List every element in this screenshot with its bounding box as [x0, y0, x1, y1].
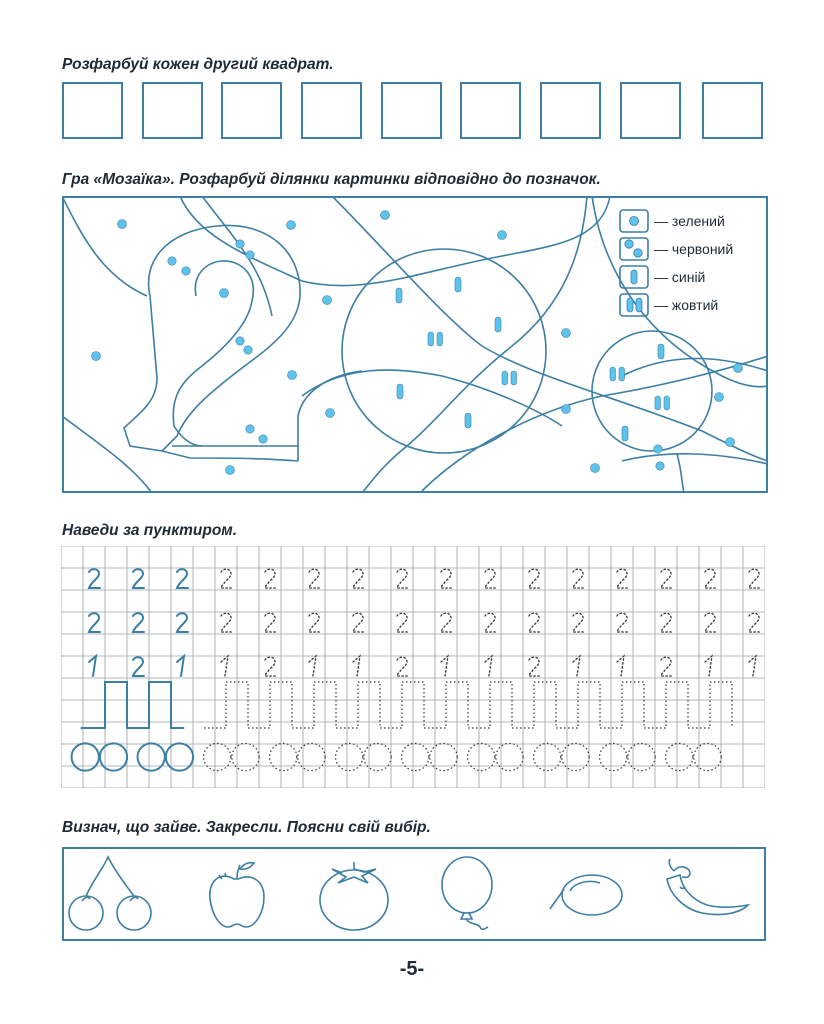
square-4[interactable]: [301, 82, 362, 139]
mosaic-dot: [288, 371, 297, 380]
trace-digit: [353, 569, 364, 588]
trace-circle: [430, 743, 457, 770]
mosaic-bar-pair: [511, 371, 517, 385]
mosaic-bar: [622, 426, 628, 441]
mosaic-circle-small: [592, 331, 712, 451]
mosaic-pair-dot: [656, 462, 664, 470]
trace-digit: [485, 656, 492, 676]
sample-digit: [177, 656, 184, 676]
trace-circle: [562, 743, 589, 770]
mosaic-dot: [287, 221, 296, 230]
trace-digit: [441, 569, 452, 588]
mosaic-bar-pair: [502, 371, 508, 385]
sample-circle: [138, 743, 165, 770]
mosaic-pair-dot: [259, 435, 267, 443]
page-number: -5-: [399, 958, 425, 980]
odd-one-out-box: [62, 847, 766, 941]
mosaic-dot: [220, 289, 229, 298]
mosaic-pair-dot: [246, 425, 254, 433]
trace-digit: [221, 656, 228, 676]
trace-digit: [353, 656, 360, 676]
trace-digit: [309, 656, 316, 676]
square-8[interactable]: [620, 82, 681, 139]
sample-digit: [89, 569, 100, 588]
trace-circle: [402, 743, 429, 770]
mosaic-dot: [591, 464, 600, 473]
trace-digit: [441, 613, 452, 632]
trace-digit: [397, 613, 408, 632]
legend-box-4: [620, 294, 648, 316]
mosaic-bar-pair: [619, 367, 625, 381]
trace-digit: [573, 613, 584, 632]
sample-digit: [89, 613, 100, 632]
mosaic-instruction: Гра «Мозаїка». Розфарбуй ділянки картинки відповідно до позначок.: [62, 171, 601, 188]
square-2[interactable]: [142, 82, 203, 139]
trace-digit: [617, 569, 628, 588]
trace-digit: [397, 657, 408, 676]
legend-label-2: — червоний: [654, 241, 734, 257]
trace-circle: [534, 743, 561, 770]
trace-digit: [661, 569, 672, 588]
trace-circle: [496, 743, 523, 770]
sample-digit: [177, 613, 188, 632]
square-9[interactable]: [702, 82, 763, 139]
trace-digit: [265, 613, 276, 632]
legend-label-3: — синій: [654, 269, 706, 285]
legend-label-1: — зелений: [654, 213, 725, 229]
two-bars-icon: [636, 298, 642, 312]
cherries-icon[interactable]: [69, 857, 151, 930]
sample-digit: [133, 569, 144, 588]
one-bar-icon: [631, 270, 637, 284]
balloon-icon[interactable]: [442, 857, 492, 929]
odd-frame: [63, 848, 765, 940]
mosaic-region-line: [332, 196, 768, 461]
mosaic-bar: [658, 344, 664, 359]
apple-icon[interactable]: [210, 863, 264, 927]
trace-digit: [749, 613, 760, 632]
sample-digit: [89, 656, 96, 676]
trace-digit: [705, 656, 712, 676]
two-bars-icon: [627, 298, 633, 312]
mosaic-bar: [455, 277, 461, 292]
mosaic-dot: [498, 231, 507, 240]
mosaic-bar: [396, 288, 402, 303]
trace-digit: [617, 613, 628, 632]
mosaic-region-line: [677, 454, 684, 493]
trace-wave: [204, 682, 732, 728]
mosaic-dot: [226, 466, 235, 475]
trace-digit: [265, 657, 276, 676]
mosaic-numeral-inner: [173, 261, 253, 446]
pepper-icon[interactable]: [667, 859, 748, 915]
mosaic-dot: [562, 405, 571, 414]
trace-circle: [628, 743, 655, 770]
trace-digit: [661, 657, 672, 676]
mosaic-dot: [726, 438, 735, 447]
legend-label-4: — жовтий: [654, 297, 719, 313]
trace-digit: [573, 569, 584, 588]
mosaic-pair-dot: [654, 445, 662, 453]
sample-digit: [133, 613, 144, 632]
mosaic-bar: [397, 384, 403, 399]
trace-circle: [364, 743, 391, 770]
mosaic-dot: [323, 296, 332, 305]
trace-circle: [468, 743, 495, 770]
trace-circle: [336, 743, 363, 770]
squares-instruction: Розфарбуй кожен другий квадрат.: [62, 56, 334, 73]
mosaic-region-line: [302, 370, 562, 426]
trace-digit: [529, 569, 540, 588]
sample-circle: [100, 743, 127, 770]
trace-digit: [221, 569, 232, 588]
trace-circle: [232, 743, 259, 770]
sample-digit: [177, 569, 188, 588]
sample-circle: [72, 743, 99, 770]
mosaic-region-line: [622, 454, 768, 464]
square-1[interactable]: [62, 82, 123, 139]
trace-circle: [298, 743, 325, 770]
mosaic-dot: [118, 220, 127, 229]
trace-digit: [353, 613, 364, 632]
legend-box-2: [620, 238, 648, 260]
trace-digit: [529, 613, 540, 632]
one-dot-icon: [630, 217, 639, 226]
mosaic-bar: [465, 413, 471, 428]
mosaic-region-line: [62, 416, 152, 493]
trace-digit: [265, 569, 276, 588]
mosaic-pair-dot: [236, 337, 244, 345]
trace-digit: [705, 613, 716, 632]
two-dots-icon: [634, 249, 642, 257]
mosaic-region-line: [62, 196, 147, 296]
mosaic-pair-dot: [246, 251, 254, 259]
trace-circle: [204, 743, 231, 770]
trace-circle: [270, 743, 297, 770]
mosaic-dot: [92, 352, 101, 361]
mosaic-bar-pair: [428, 332, 434, 346]
square-3[interactable]: [221, 82, 282, 139]
sample-digit: [133, 657, 144, 676]
trace-digit: [749, 656, 756, 676]
trace-digit: [529, 657, 540, 676]
squares-row: [62, 82, 766, 142]
tracing-instruction: Наведи за пунктиром.: [62, 522, 238, 539]
trace-digit: [573, 656, 580, 676]
tomato-icon[interactable]: [320, 862, 388, 930]
mosaic-circle-large: [342, 249, 546, 453]
mosaic-dot: [562, 329, 571, 338]
tracing-grid[interactable]: [61, 546, 765, 788]
two-dots-icon: [625, 240, 633, 248]
mosaic-bar-pair: [664, 396, 670, 410]
odd-instruction: Визнач, що зайве. Закресли. Поясни свій вибір.: [62, 819, 431, 836]
trace-digit: [485, 569, 496, 588]
mosaic-dot: [381, 211, 390, 220]
mosaic-pair-dot: [182, 267, 190, 275]
trace-digit: [397, 569, 408, 588]
trace-circle: [666, 743, 693, 770]
mosaic-dot: [715, 393, 724, 402]
trace-circle: [600, 743, 627, 770]
plum-icon[interactable]: [550, 875, 622, 915]
trace-digit: [309, 569, 320, 588]
sample-circle: [166, 743, 193, 770]
mosaic-bar-pair: [655, 396, 661, 410]
trace-digit: [309, 613, 320, 632]
trace-circle: [694, 743, 721, 770]
mosaic-bar: [495, 317, 501, 332]
trace-digit: [705, 569, 716, 588]
trace-digit: [661, 613, 672, 632]
mosaic-bar-pair: [610, 367, 616, 381]
mosaic-pair-dot: [168, 257, 176, 265]
mosaic-region-line: [202, 196, 272, 316]
square-5[interactable]: [381, 82, 442, 139]
mosaic-dot: [326, 409, 335, 418]
mosaic-bar-pair: [437, 332, 443, 346]
mosaic-dot: [734, 364, 743, 373]
square-7[interactable]: [540, 82, 601, 139]
trace-digit: [617, 656, 624, 676]
square-6[interactable]: [460, 82, 521, 139]
mosaic-region-line: [180, 196, 610, 286]
mosaic-pair-dot: [236, 240, 244, 248]
mosaic-pair-dot: [244, 346, 252, 354]
trace-digit: [749, 569, 760, 588]
trace-digit: [441, 656, 448, 676]
trace-digit: [485, 613, 496, 632]
mosaic-picture: [62, 196, 768, 493]
mosaic-numeral-outline: [124, 225, 300, 461]
trace-digit: [221, 613, 232, 632]
sample-wave: [81, 682, 184, 728]
